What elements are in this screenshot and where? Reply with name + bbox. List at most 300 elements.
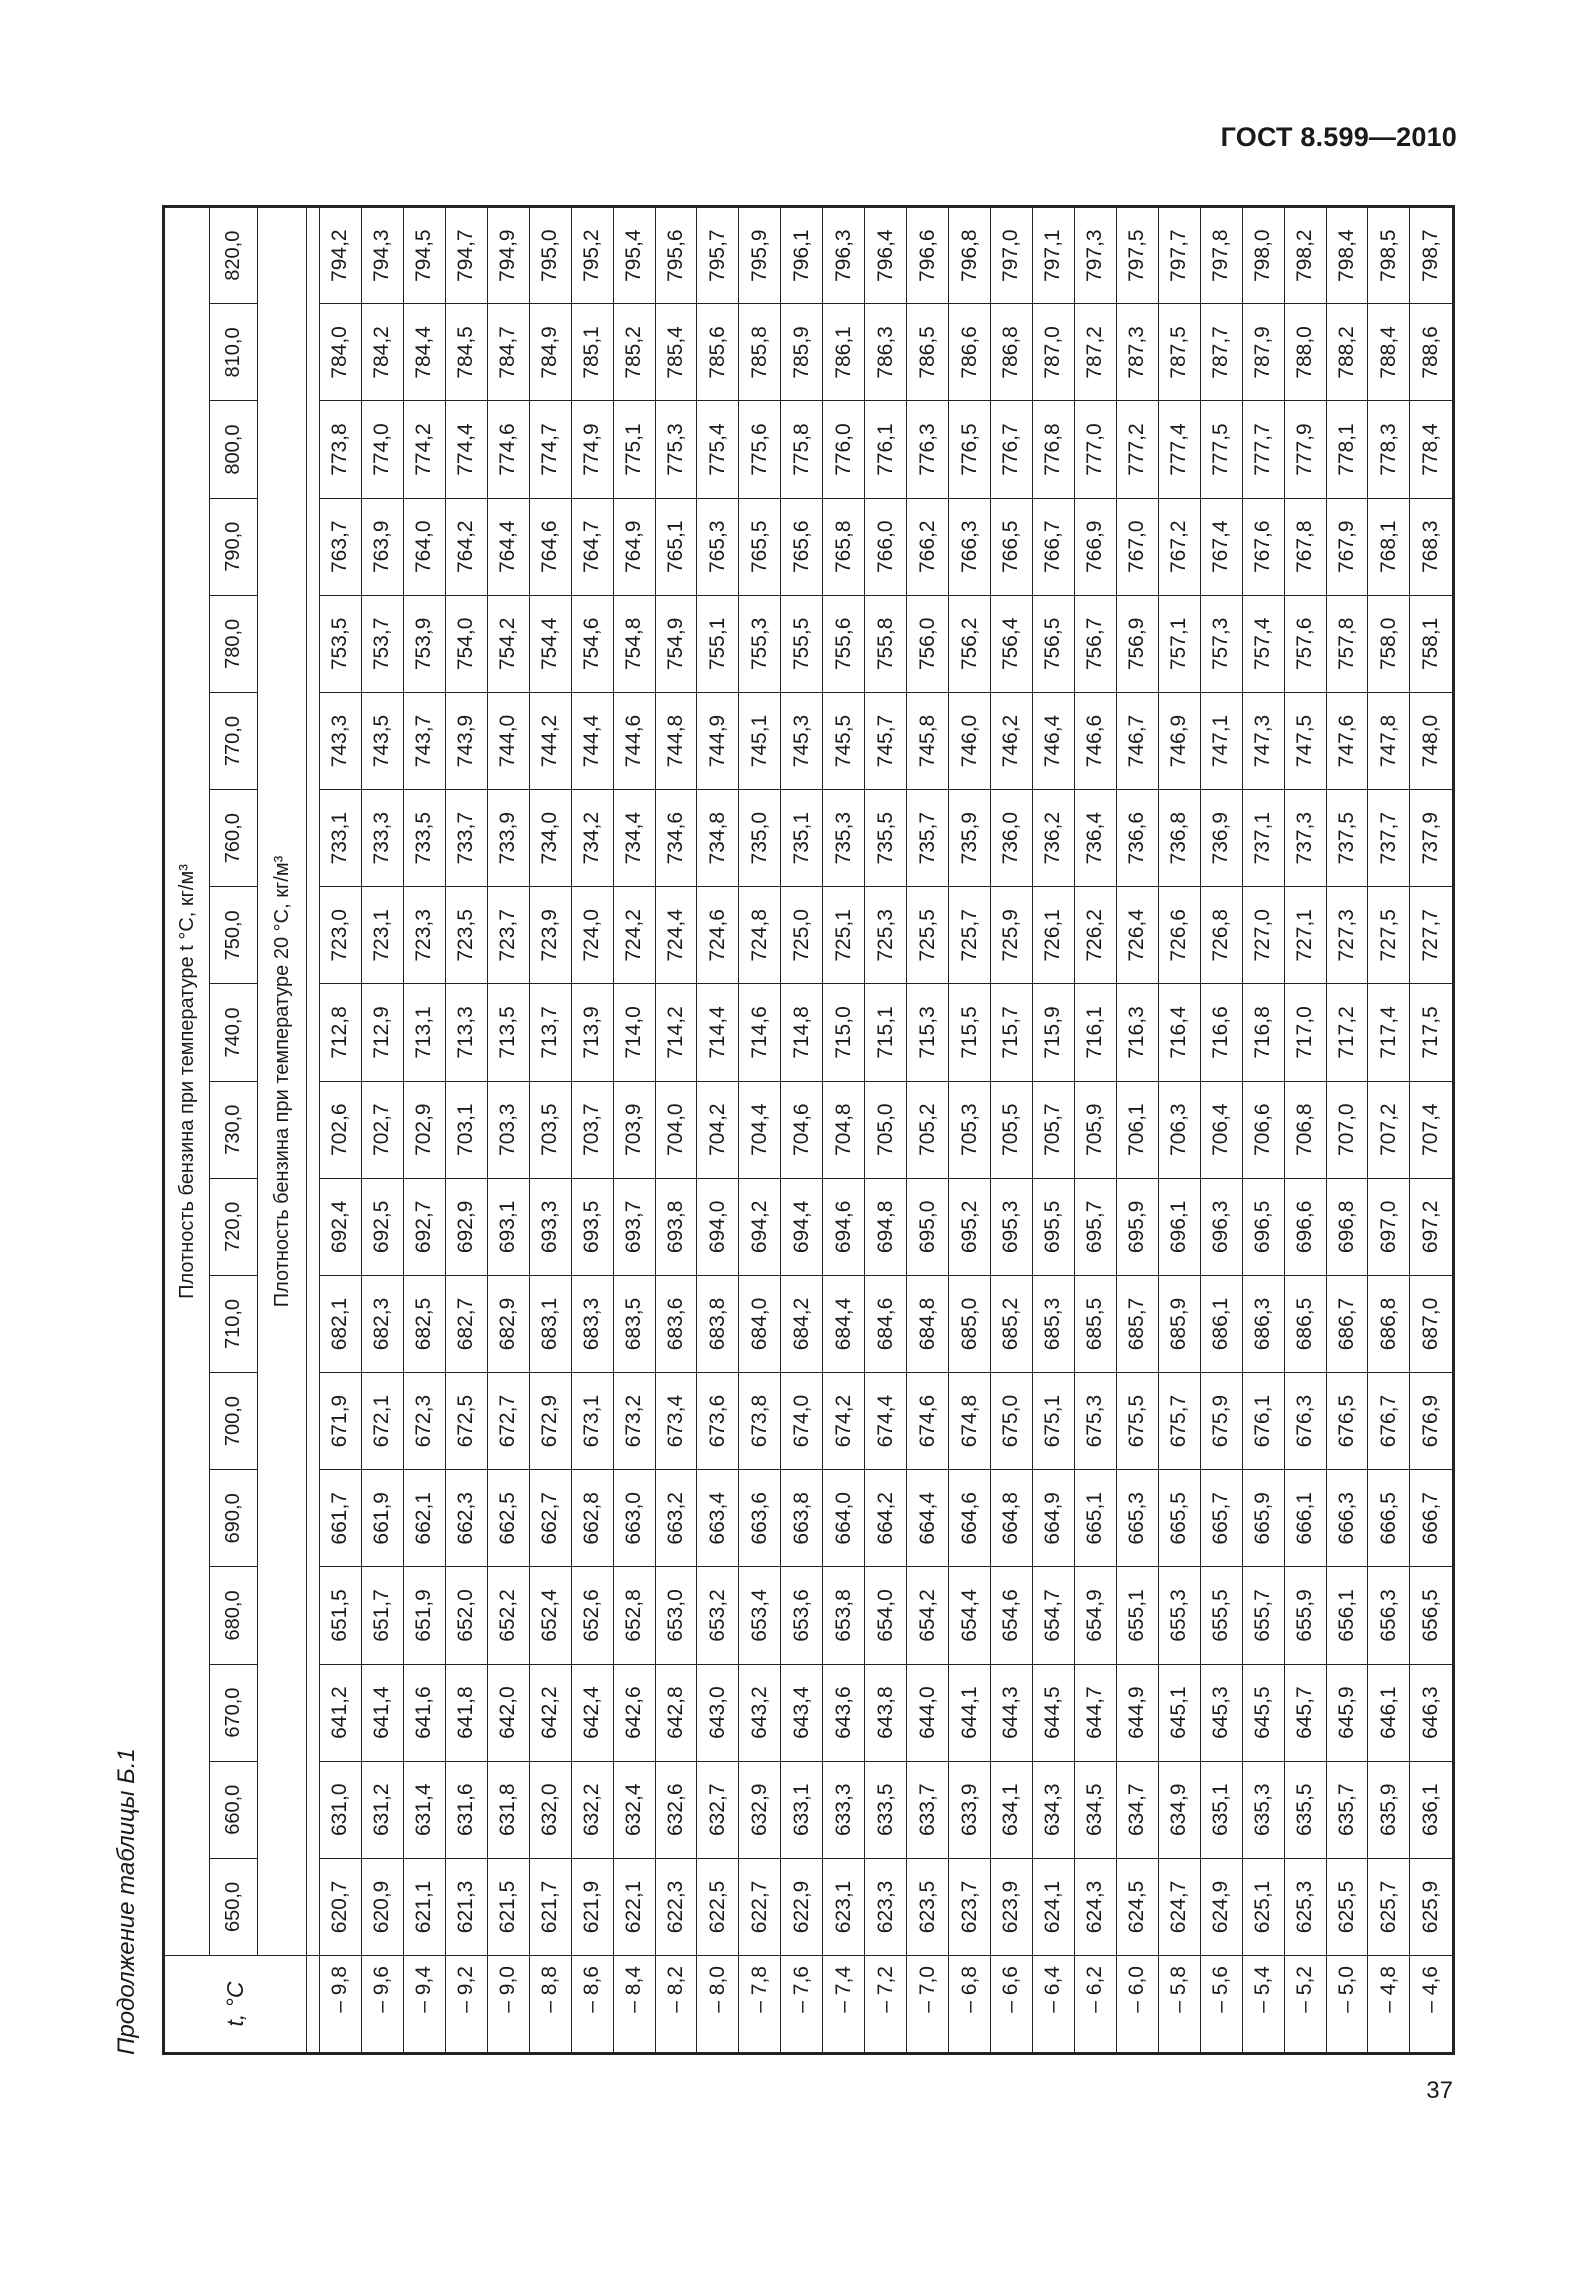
density-cell: 675,7 (1158, 1373, 1200, 1470)
density-cell: 692,9 (445, 1178, 487, 1275)
density-cell: 633,3 (823, 1761, 865, 1858)
density-cell: 683,1 (529, 1275, 571, 1372)
table-row (1116, 207, 1158, 2054)
density-column-header: 700,0 (210, 1373, 258, 1470)
density-cell: 798,0 (1242, 207, 1284, 304)
document-code: ГОСТ 8.599—2010 (1220, 122, 1457, 152)
density-cell: 724,6 (697, 887, 739, 984)
density-cell: 696,3 (1200, 1178, 1242, 1275)
density-cell: 744,6 (613, 692, 655, 789)
density-cell: 645,3 (1200, 1664, 1242, 1761)
density-cell: 787,3 (1116, 304, 1158, 401)
density-cell: 736,6 (1116, 790, 1158, 887)
density-cell: 745,1 (739, 692, 781, 789)
density-cell: 654,4 (949, 1567, 991, 1664)
density-cell: 625,5 (1326, 1858, 1368, 1955)
density-cell: 767,9 (1326, 498, 1368, 595)
density-cell: 664,4 (907, 1470, 949, 1567)
density-cell: 632,7 (697, 1761, 739, 1858)
density-cell: 703,3 (487, 1081, 529, 1178)
density-cell: 695,3 (991, 1178, 1033, 1275)
density-cell: 623,7 (949, 1858, 991, 1955)
table-row (1368, 207, 1410, 2054)
density-cell: 692,4 (320, 1178, 362, 1275)
density-column-header: 810,0 (210, 304, 258, 401)
density-cell: 784,0 (320, 304, 362, 401)
density-cell: 784,5 (445, 304, 487, 401)
density-cell: 777,2 (1116, 401, 1158, 498)
density-cell: 672,9 (529, 1373, 571, 1470)
density-cell: 684,0 (739, 1275, 781, 1372)
density-cell: 767,8 (1284, 498, 1326, 595)
density-cell: 714,8 (781, 984, 823, 1081)
density-cell: 747,1 (1200, 692, 1242, 789)
density-cell: 786,1 (823, 304, 865, 401)
density-cell: 665,3 (1116, 1470, 1158, 1567)
density-cell: 686,3 (1242, 1275, 1284, 1372)
density-cell: 674,8 (949, 1373, 991, 1470)
density-cell: 713,1 (403, 984, 445, 1081)
density-cell: 643,2 (739, 1664, 781, 1761)
density-cell: 777,7 (1242, 401, 1284, 498)
density-cell: 744,4 (571, 692, 613, 789)
table-row (1158, 207, 1200, 2054)
density-cell: 747,6 (1326, 692, 1368, 789)
density-cell: 682,9 (487, 1275, 529, 1372)
density-cell: 704,4 (739, 1081, 781, 1178)
density-cell: 746,2 (991, 692, 1033, 789)
density-cell: 705,0 (865, 1081, 907, 1178)
density-cell: 645,7 (1284, 1664, 1326, 1761)
density-cell: 641,4 (361, 1664, 403, 1761)
density-cell: 654,2 (907, 1567, 949, 1664)
density-cell: 754,8 (613, 595, 655, 692)
density-cell: 683,6 (655, 1275, 697, 1372)
density-cell: 794,2 (320, 207, 362, 304)
density-cell: 754,4 (529, 595, 571, 692)
density-cell: 787,9 (1242, 304, 1284, 401)
table-row (991, 207, 1033, 2054)
table-row (865, 207, 907, 2054)
density-column-header: 680,0 (210, 1567, 258, 1664)
density-cell: 716,8 (1242, 984, 1284, 1081)
density-cell: 786,6 (949, 304, 991, 401)
density-cell: 682,7 (445, 1275, 487, 1372)
density-cell: 764,7 (571, 498, 613, 595)
density-cell: 623,1 (823, 1858, 865, 1955)
density-cell: 696,1 (1158, 1178, 1200, 1275)
density-cell: 645,5 (1242, 1664, 1284, 1761)
density-cell: 723,7 (487, 887, 529, 984)
density-cell: 735,9 (949, 790, 991, 887)
density-cell: 634,7 (1116, 1761, 1158, 1858)
density-cell: 733,3 (361, 790, 403, 887)
density-cell: 753,5 (320, 595, 362, 692)
density-column-header: 710,0 (210, 1275, 258, 1372)
density-cell: 663,8 (781, 1470, 823, 1567)
density-cell: 635,7 (1326, 1761, 1368, 1858)
density-cell: 764,9 (613, 498, 655, 595)
density-column-header: 670,0 (210, 1664, 258, 1761)
density-cell: 784,4 (403, 304, 445, 401)
density-cell: 712,8 (320, 984, 362, 1081)
density-cell: 661,9 (361, 1470, 403, 1567)
density-cell: 654,6 (991, 1567, 1033, 1664)
density-cell: 655,9 (1284, 1567, 1326, 1664)
density-cell: 707,4 (1410, 1081, 1454, 1178)
density-cell: 716,4 (1158, 984, 1200, 1081)
table-row (1200, 207, 1242, 2054)
density-cell: 797,0 (991, 207, 1033, 304)
density-cell: 785,2 (613, 304, 655, 401)
density-cell: 737,7 (1368, 790, 1410, 887)
temperature-cell: – 7,6 (781, 1956, 823, 2054)
density-cell: 634,3 (1032, 1761, 1074, 1858)
density-cell: 716,3 (1116, 984, 1158, 1081)
density-cell: 633,7 (907, 1761, 949, 1858)
density-cell: 776,7 (991, 401, 1033, 498)
density-cell: 754,6 (571, 595, 613, 692)
density-cell: 663,6 (739, 1470, 781, 1567)
density-cell: 715,7 (991, 984, 1033, 1081)
density-cell: 694,8 (865, 1178, 907, 1275)
density-cell: 715,5 (949, 984, 991, 1081)
density-cell: 757,3 (1200, 595, 1242, 692)
density-cell: 707,2 (1368, 1081, 1410, 1178)
density-cell: 727,3 (1326, 887, 1368, 984)
density-cell: 725,5 (907, 887, 949, 984)
density-cell: 705,3 (949, 1081, 991, 1178)
temperature-cell: – 5,8 (1158, 1956, 1200, 2054)
density-cell: 777,9 (1284, 401, 1326, 498)
table-row (571, 207, 613, 2054)
density-cell: 684,6 (865, 1275, 907, 1372)
density-cell: 775,4 (697, 401, 739, 498)
density-cell: 642,2 (529, 1664, 571, 1761)
density-cell: 794,3 (361, 207, 403, 304)
density-cell: 624,5 (1116, 1858, 1158, 1955)
density-cell: 736,2 (1032, 790, 1074, 887)
density-cell: 685,0 (949, 1275, 991, 1372)
density-cell: 624,9 (1200, 1858, 1242, 1955)
density-cell: 764,6 (529, 498, 571, 595)
density-cell: 794,7 (445, 207, 487, 304)
density-cell: 784,7 (487, 304, 529, 401)
density-cell: 652,2 (487, 1567, 529, 1664)
density-cell: 654,0 (865, 1567, 907, 1664)
density-cell: 768,1 (1368, 498, 1410, 595)
temperature-cell: – 9,2 (445, 1956, 487, 2054)
table-row (487, 207, 529, 2054)
density-cell: 767,2 (1158, 498, 1200, 595)
density-cell: 716,1 (1074, 984, 1116, 1081)
density-cell: 685,3 (1032, 1275, 1074, 1372)
spacer-cell (307, 1956, 320, 2054)
density-cell: 621,1 (403, 1858, 445, 1955)
density-cell: 714,2 (655, 984, 697, 1081)
temperature-cell: – 8,2 (655, 1956, 697, 2054)
density-cell: 632,0 (529, 1761, 571, 1858)
density-cell: 798,7 (1410, 207, 1454, 304)
density-cell: 634,9 (1158, 1761, 1200, 1858)
density-cell: 785,1 (571, 304, 613, 401)
density-cell: 703,9 (613, 1081, 655, 1178)
density-cell: 754,9 (655, 595, 697, 692)
density-cell: 635,1 (1200, 1761, 1242, 1858)
density-cell: 726,8 (1200, 887, 1242, 984)
density-cell: 784,9 (529, 304, 571, 401)
density-cell: 758,0 (1368, 595, 1410, 692)
table-row (907, 207, 949, 2054)
density-subheader: Плотность бензина при температуре 20 °С, кг/м³ (258, 207, 307, 1956)
density-cell: 727,5 (1368, 887, 1410, 984)
temperature-cell: – 8,4 (613, 1956, 655, 2054)
density-cell: 787,5 (1158, 304, 1200, 401)
density-cell: 773,8 (320, 401, 362, 498)
density-cell: 753,7 (361, 595, 403, 692)
density-cell: 703,7 (571, 1081, 613, 1178)
density-cell: 704,0 (655, 1081, 697, 1178)
table-row (320, 207, 362, 2054)
density-cell: 665,5 (1158, 1470, 1200, 1567)
density-cell: 694,2 (739, 1178, 781, 1275)
table-row (361, 207, 403, 2054)
density-cell: 644,9 (1116, 1664, 1158, 1761)
temperature-cell: – 6,2 (1074, 1956, 1116, 2054)
density-cell: 705,5 (991, 1081, 1033, 1178)
density-cell: 656,1 (1326, 1567, 1368, 1664)
density-cell: 747,3 (1242, 692, 1284, 789)
density-cell: 765,1 (655, 498, 697, 595)
density-cell: 623,9 (991, 1858, 1033, 1955)
density-cell: 693,1 (487, 1178, 529, 1275)
temperature-cell: – 6,6 (991, 1956, 1033, 2054)
temperature-cell: – 7,8 (739, 1956, 781, 2054)
density-column-header: 790,0 (210, 498, 258, 595)
density-cell: 641,6 (403, 1664, 445, 1761)
density-cell: 631,2 (361, 1761, 403, 1858)
density-cell: 778,3 (1368, 401, 1410, 498)
density-cell: 644,5 (1032, 1664, 1074, 1761)
density-cell: 774,4 (445, 401, 487, 498)
density-cell: 645,1 (1158, 1664, 1200, 1761)
density-cell: 756,5 (1032, 595, 1074, 692)
density-cell: 775,3 (655, 401, 697, 498)
page-number: 37 (1426, 2077, 1453, 2104)
density-cell: 705,2 (907, 1081, 949, 1178)
density-cell: 723,3 (403, 887, 445, 984)
density-cell: 664,2 (865, 1470, 907, 1567)
density-cell: 736,8 (1158, 790, 1200, 887)
temperature-cell: – 5,0 (1326, 1956, 1368, 2054)
density-cell: 743,5 (361, 692, 403, 789)
density-cell: 652,4 (529, 1567, 571, 1664)
spacer-cell (307, 207, 320, 1956)
density-cell: 703,5 (529, 1081, 571, 1178)
density-cell: 715,9 (1032, 984, 1074, 1081)
density-cell: 736,9 (1200, 790, 1242, 887)
density-cell: 655,7 (1242, 1567, 1284, 1664)
density-cell: 774,2 (403, 401, 445, 498)
density-cell: 744,0 (487, 692, 529, 789)
density-cell: 634,5 (1074, 1761, 1116, 1858)
density-cell: 795,2 (571, 207, 613, 304)
density-cell: 635,5 (1284, 1761, 1326, 1858)
density-cell: 776,0 (823, 401, 865, 498)
density-cell: 683,8 (697, 1275, 739, 1372)
temperature-cell: – 8,0 (697, 1956, 739, 2054)
density-cell: 737,3 (1284, 790, 1326, 887)
density-cell: 787,0 (1032, 304, 1074, 401)
density-cell: 665,9 (1242, 1470, 1284, 1567)
density-cell: 716,6 (1200, 984, 1242, 1081)
density-cell: 642,0 (487, 1664, 529, 1761)
density-cell: 631,4 (403, 1761, 445, 1858)
density-cell: 683,3 (571, 1275, 613, 1372)
density-cell: 797,8 (1200, 207, 1242, 304)
density-cell: 625,3 (1284, 1858, 1326, 1955)
density-cell: 643,6 (823, 1664, 865, 1761)
density-cell: 685,5 (1074, 1275, 1116, 1372)
density-cell: 795,6 (655, 207, 697, 304)
table-row (949, 207, 991, 2054)
temperature-cell: – 6,4 (1032, 1956, 1074, 2054)
density-cell: 724,2 (613, 887, 655, 984)
density-cell: 684,4 (823, 1275, 865, 1372)
density-cell: 643,8 (865, 1664, 907, 1761)
density-cell: 794,5 (403, 207, 445, 304)
temperature-cell: – 7,4 (823, 1956, 865, 2054)
density-cell: 736,4 (1074, 790, 1116, 887)
density-cell: 643,0 (697, 1664, 739, 1761)
density-cell: 704,6 (781, 1081, 823, 1178)
density-cell: 644,7 (1074, 1664, 1116, 1761)
density-cell: 702,6 (320, 1081, 362, 1178)
temperature-cell: – 6,0 (1116, 1956, 1158, 2054)
temperature-cell: – 9,6 (361, 1956, 403, 2054)
density-cell: 776,1 (865, 401, 907, 498)
density-cell: 696,8 (1326, 1178, 1368, 1275)
density-cell: 693,8 (655, 1178, 697, 1275)
density-cell: 726,4 (1116, 887, 1158, 984)
density-cell: 705,9 (1074, 1081, 1116, 1178)
density-cell: 672,1 (361, 1373, 403, 1470)
density-cell: 686,7 (1326, 1275, 1368, 1372)
density-cell: 704,8 (823, 1081, 865, 1178)
density-cell: 746,9 (1158, 692, 1200, 789)
density-cell: 756,4 (991, 595, 1033, 692)
density-cell: 766,7 (1032, 498, 1074, 595)
density-column-header: 730,0 (210, 1081, 258, 1178)
density-cell: 735,3 (823, 790, 865, 887)
density-cell: 702,7 (361, 1081, 403, 1178)
density-cell: 662,1 (403, 1470, 445, 1567)
density-cell: 713,7 (529, 984, 571, 1081)
density-cell: 733,5 (403, 790, 445, 887)
density-cell: 695,5 (1032, 1178, 1074, 1275)
density-cell: 713,9 (571, 984, 613, 1081)
density-cell: 743,3 (320, 692, 362, 789)
density-cell: 767,6 (1242, 498, 1284, 595)
density-cell: 641,2 (320, 1664, 362, 1761)
density-cell: 766,5 (991, 498, 1033, 595)
density-cell: 661,7 (320, 1470, 362, 1567)
density-cell: 745,7 (865, 692, 907, 789)
density-cell: 787,2 (1074, 304, 1116, 401)
density-cell: 785,9 (781, 304, 823, 401)
density-cell: 664,9 (1032, 1470, 1074, 1567)
density-column-header: 660,0 (210, 1761, 258, 1858)
density-cell: 734,6 (655, 790, 697, 887)
density-cell: 683,5 (613, 1275, 655, 1372)
table-row (1032, 207, 1074, 2054)
density-column-header: 690,0 (210, 1470, 258, 1567)
density-cell: 777,0 (1074, 401, 1116, 498)
density-cell: 763,9 (361, 498, 403, 595)
density-cell: 666,7 (1410, 1470, 1454, 1567)
density-cell: 746,6 (1074, 692, 1116, 789)
density-cell: 723,0 (320, 887, 362, 984)
density-cell: 673,2 (613, 1373, 655, 1470)
density-cell: 726,2 (1074, 887, 1116, 984)
density-cell: 714,0 (613, 984, 655, 1081)
temperature-cell: – 5,4 (1242, 1956, 1284, 2054)
temperature-cell: – 9,8 (320, 1956, 362, 2054)
density-cell: 755,1 (697, 595, 739, 692)
temperature-cell: – 9,4 (403, 1956, 445, 2054)
density-cell: 723,1 (361, 887, 403, 984)
density-cell: 664,0 (823, 1470, 865, 1567)
density-cell: 797,1 (1032, 207, 1074, 304)
density-cell: 774,0 (361, 401, 403, 498)
density-cell: 755,6 (823, 595, 865, 692)
density-cell: 736,0 (991, 790, 1033, 887)
density-cell: 693,5 (571, 1178, 613, 1275)
density-cell: 724,0 (571, 887, 613, 984)
density-cell: 651,5 (320, 1567, 362, 1664)
density-cell: 635,9 (1368, 1761, 1410, 1858)
density-cell: 632,6 (655, 1761, 697, 1858)
density-cell: 788,4 (1368, 304, 1410, 401)
density-cell: 664,8 (991, 1470, 1033, 1567)
density-cell: 697,2 (1410, 1178, 1454, 1275)
density-cell: 653,2 (697, 1567, 739, 1664)
density-cell: 756,9 (1116, 595, 1158, 692)
density-cell: 620,7 (320, 1858, 362, 1955)
density-table-wrapper (162, 205, 1455, 2055)
density-cell: 692,5 (361, 1178, 403, 1275)
density-cell: 765,5 (739, 498, 781, 595)
density-cell: 642,6 (613, 1664, 655, 1761)
density-cell: 795,7 (697, 207, 739, 304)
density-cell: 631,0 (320, 1761, 362, 1858)
density-cell: 632,2 (571, 1761, 613, 1858)
density-cell: 656,5 (1410, 1567, 1454, 1664)
density-cell: 633,9 (949, 1761, 991, 1858)
density-column-header: 770,0 (210, 692, 258, 789)
table-row (445, 207, 487, 2054)
density-column-header: 760,0 (210, 790, 258, 887)
density-cell: 686,8 (1368, 1275, 1410, 1372)
density-cell: 786,5 (907, 304, 949, 401)
density-column-header: 800,0 (210, 401, 258, 498)
density-cell: 734,8 (697, 790, 739, 887)
density-cell: 642,8 (655, 1664, 697, 1761)
density-cell: 653,6 (781, 1567, 823, 1664)
density-cell: 784,2 (361, 304, 403, 401)
table-row (529, 207, 571, 2054)
density-column-header: 780,0 (210, 595, 258, 692)
